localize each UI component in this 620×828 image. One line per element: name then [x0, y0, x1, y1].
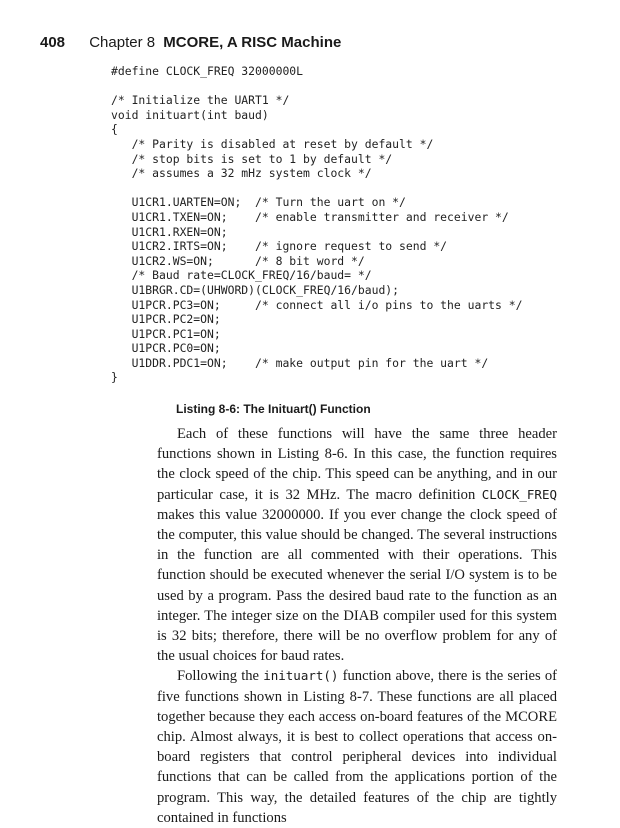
- inline-code: CLOCK_FREQ: [481, 486, 557, 502]
- code-line: /* assumes a 32 mHz system clock */: [111, 166, 372, 181]
- code-line: /* Parity is disabled at reset by default */: [111, 136, 434, 151]
- code-line: U1PCR.PC3=ON; /* connect all i/o pins to the uarts */: [111, 297, 523, 312]
- code-line: void inituart(int baud): [111, 107, 269, 122]
- code-line: U1CR2.IRTS=ON; /* ignore request to send */: [111, 239, 448, 254]
- chapter-title: MCORE, A RISC Machine: [163, 34, 342, 51]
- page-header: [40, 34, 341, 51]
- code-listing: [111, 64, 522, 385]
- code-line: U1PCR.PC1=ON;: [111, 326, 221, 341]
- code-line: [111, 181, 522, 196]
- code-line: /* Baud rate=CLOCK_FREQ/16/baud= */: [111, 268, 372, 283]
- body-text: [157, 424, 557, 828]
- code-line: U1CR2.WS=ON; /* 8 bit word */: [111, 253, 365, 268]
- code-line: [111, 79, 522, 94]
- code-line: U1PCR.PC2=ON;: [111, 312, 221, 327]
- code-line: {: [111, 122, 118, 137]
- code-line: U1BRGR.CD=(UHWORD)(CLOCK_FREQ/16/baud);: [111, 282, 400, 297]
- code-line: }: [111, 370, 118, 385]
- code-line: /* stop bits is set to 1 by default */: [111, 151, 393, 166]
- page-number: 408: [40, 34, 66, 51]
- code-line: U1CR1.UARTEN=ON; /* Turn the uart on */: [111, 195, 406, 210]
- paragraph: [157, 424, 557, 666]
- paragraph: [157, 666, 557, 828]
- code-line: U1CR1.TXEN=ON; /* enable transmitter and receiver */: [111, 209, 509, 224]
- code-line: U1PCR.PC0=ON;: [111, 341, 221, 356]
- code-line: /* Initialize the UART1 */: [111, 93, 290, 108]
- code-line: U1DDR.PDC1=ON; /* make output pin for the uart */: [111, 355, 489, 370]
- listing-caption: Listing 8-6: The Inituart() Function: [176, 402, 371, 416]
- chapter-label: Chapter 8: [89, 34, 156, 51]
- paragraph-text: Each of these functions will have the same three header functions shown in Listing 8-6. In this case, the function requires the clock speed of the chip. This speed can be anything, and in our particular case, it is 32 MHz. The macro definition: [157, 426, 557, 503]
- inline-code: inituart(): [263, 668, 339, 684]
- paragraph-text: function above, there is the series of five functions shown in Listing 8-7. These functions are all placed together because they each access on-board features of the MCORE chip. Almost always, it is best to collect operations that access on-board registers that control peripheral devices into individual functions that can be called from the applications portion of the program. This way, the detailed features of the chip are tightly contained in functions: [157, 668, 557, 826]
- paragraph-text: makes this value 32000000. If you ever change the clock speed of the computer, this value should be changed. The several instructions in the function are all commented with their operations. This function should be executed whenever the serial I/O system is to be used by a program. Pass the desired baud rate to the function as an integer. The integer size on the DIAB compiler used for this system is 32 bits; therefore, there will be no overflow problem for any of the usual choices for baud rates.: [157, 506, 557, 665]
- code-line: U1CR1.RXEN=ON;: [111, 224, 228, 239]
- code-line: #define CLOCK_FREQ 32000000L: [111, 64, 304, 78]
- paragraph-text: Following the: [177, 668, 264, 685]
